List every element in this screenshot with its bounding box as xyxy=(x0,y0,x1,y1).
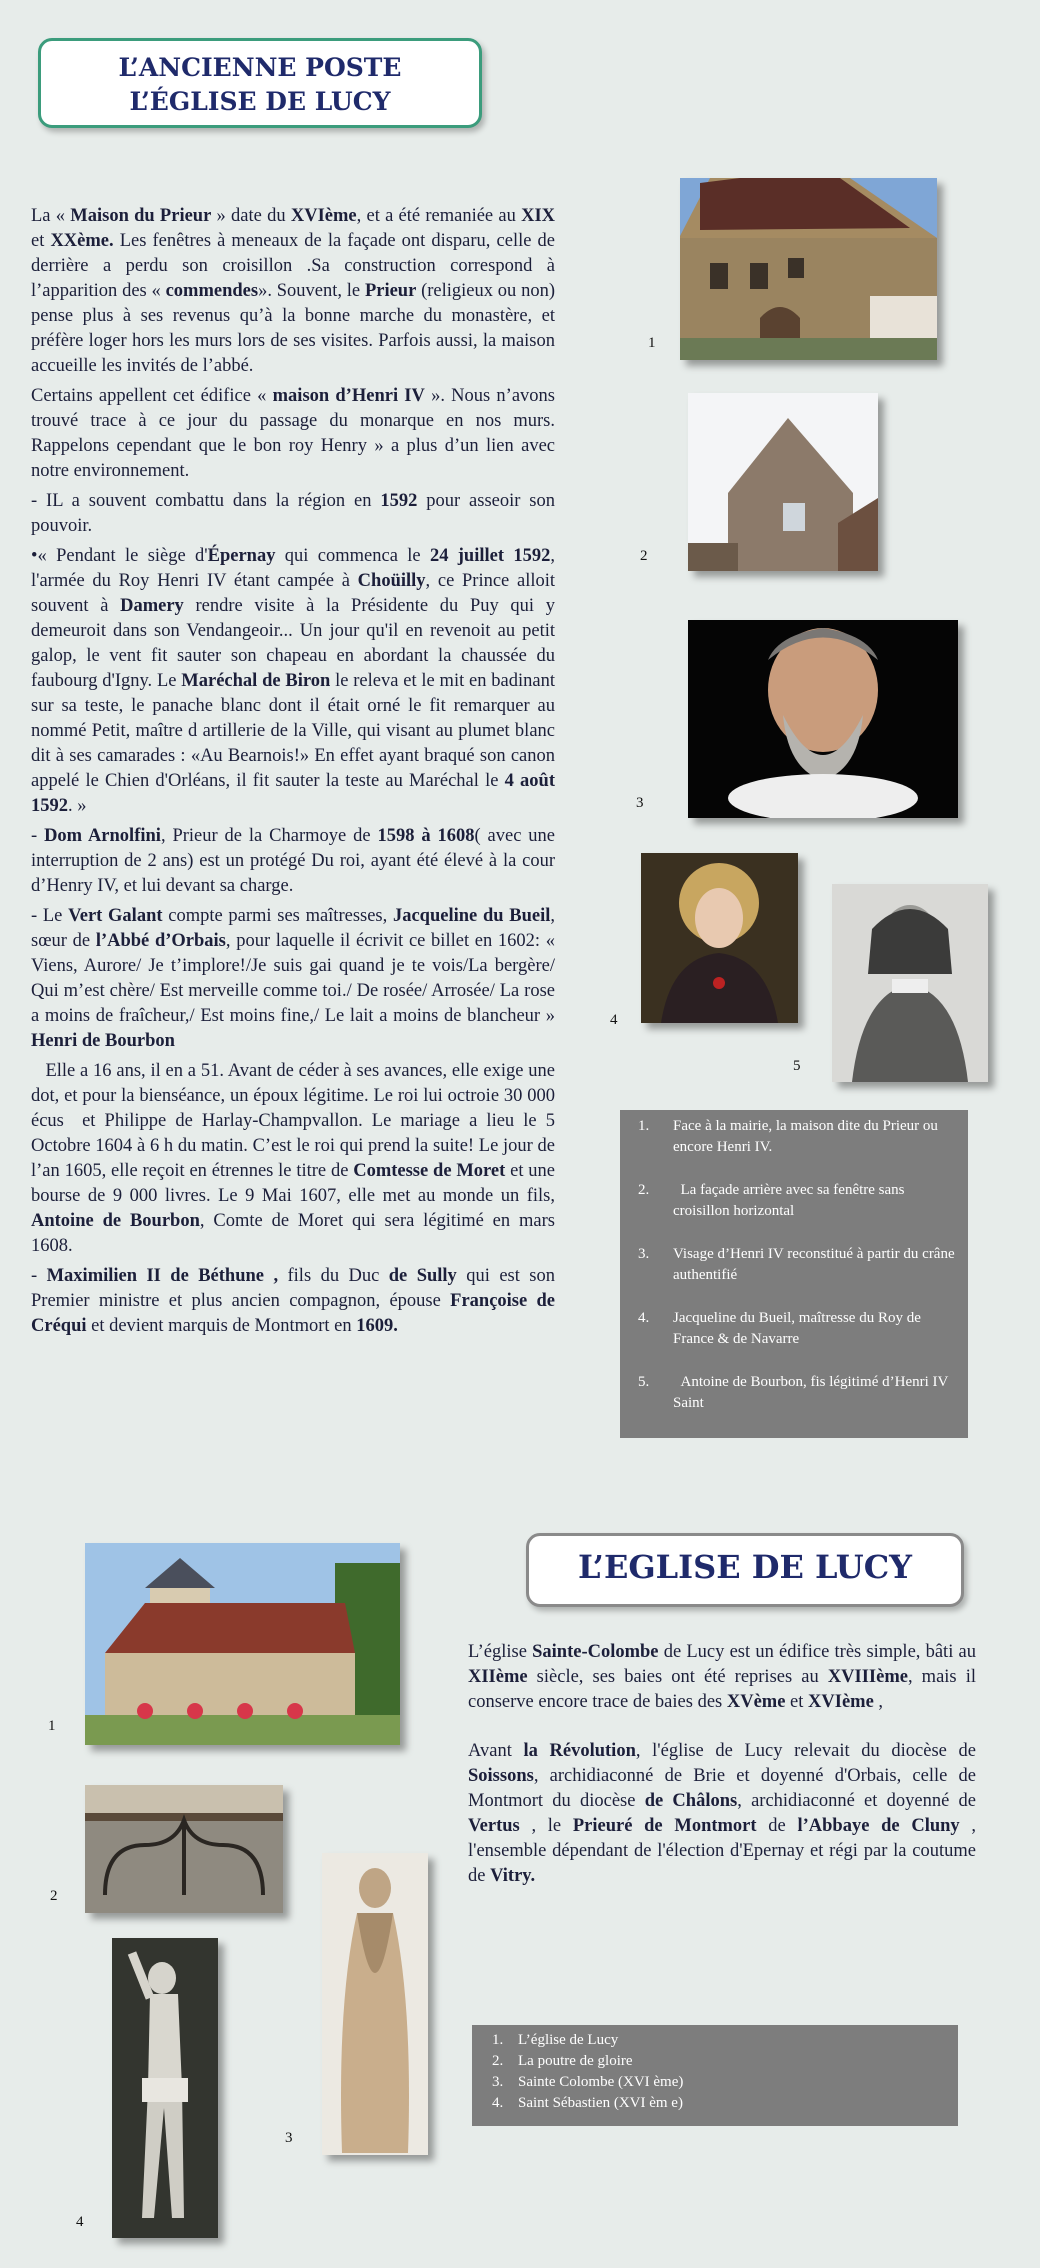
saint-sebastien-statue-photo xyxy=(112,1938,218,2238)
photo-number: 2 xyxy=(50,1888,58,1904)
photo-number: 1 xyxy=(648,335,656,351)
caption-item: 4. Jacqueline du Bueil, maîtresse du Roy de France & de Navarre xyxy=(638,1310,921,1347)
prieur-article xyxy=(31,204,583,1344)
facade-arriere-photo xyxy=(688,393,878,571)
photo-number: 3 xyxy=(636,795,644,811)
title-line-1: L’ANCIENNE POSTE xyxy=(118,53,402,82)
paragraph: L’église Sainte-Colombe de Lucy est un édifice très simple, bâti au XIIème siècle, ses baies ont été reprises au XVIIIème, mais il conserve encore trace de baies des XVème et XVIème , xyxy=(468,1642,976,1712)
eglise-lucy-photo xyxy=(85,1543,400,1745)
title-line-2: L’ÉGLISE DE LUCY xyxy=(129,87,391,116)
paragraph: - Le Vert Galant compte parmi ses maîtresses, Jacqueline du Bueil, sœur de l’Abbé d’Orbais, pour laquelle il écrivit ce billet en 1602: « Viens, Aurore/ Je t’implore!/Je suis gai quand je te vois/La bergère/ Qui m’est chère/ Est merveille comme toi./ De rosée/ Arrosée/ La rose a moins de fraîcheur,/ Est moins fine,/ Le lait a moins de blancheur » Henri de Bourbon xyxy=(31,906,583,1051)
jacqueline-du-bueil-portrait xyxy=(641,853,798,1023)
photo-number: 1 xyxy=(48,1718,56,1734)
caption-item: 3. Visage d’Henri IV reconstitué à partir du crâne authentifié xyxy=(638,1246,955,1283)
paragraph: •« Pendant le siège d'Épernay qui commenca le 24 juillet 1592, l'armée du Roy Henri IV étant campée à Choüilly, ce Prince alloit souvent à Damery rendre visite à la Présidente du Puy qui y demeuroit dans son Vendangeoir... Un jour qu'il en revenoit au petit galop, le vent fit sauter son chapeau en abordant la chaussée du faubourg d'Igny. Le Maréchal de Biron le releva et le mit en badinant sur sa teste, le panache blanc dont il était orné le fit remarquer au nommé Petit, maître d artillerie de la Ville, qui visant au plumet blanc dit à ses camarades : «Au Bearnois!» En effet ayant braqué son canon appelé le Chien d'Orléans, il fit sauter la teste au Maréchal le 4 août 1592. » xyxy=(31,546,556,816)
caption-item: 5. Antoine de Bourbon, fis légitimé d’Henri IV Saint xyxy=(638,1374,952,1411)
photo-number: 4 xyxy=(610,1012,618,1028)
paragraph: - Dom Arnolfini, Prieur de la Charmoye de 1598 à 1608( avec une interruption de 2 ans) est un protégé Du roi, ayant été élevé à la cour d’Henry IV, et lui devant sa charge. xyxy=(31,826,556,896)
paragraph: - Maximilien II de Béthune , fils du Duc de Sully qui est son Premier ministre et plus ancien compagnon, épouse Françoise de Créqui et devient marquis de Montmort en 1609. xyxy=(31,1266,556,1336)
poutre-de-gloire-photo xyxy=(85,1785,283,1913)
caption-item: 1. Face à la mairie, la maison dite du Prieur ou encore Henri IV. xyxy=(638,1118,938,1155)
henri-iv-face-photo xyxy=(688,620,958,818)
photo-number: 2 xyxy=(640,548,648,564)
sainte-colombe-statue-photo xyxy=(322,1853,428,2155)
eglise-article xyxy=(468,1640,976,1913)
paragraph: Elle a 16 ans, il en a 51. Avant de céder à ses avances, elle exige une dot, et pour la bienséance, un époux légitime. Le roi lui octroie 30 000 écus et Philippe de Harlay-Champvallon. Le mariage a lieu le 5 Octobre 1604 à 6 h du matin. C’est le roi qui prend la suite! Le jour de l’an 1605, elle reçoit en étrennes le titre de Comtesse de Moret et une bourse de 9 000 livres. Le 9 Mai 1607, elle met au monde un fils, Antoine de Bourbon, Comte de Moret qui sera légitimé en mars 1608. xyxy=(31,1061,560,1256)
paragraph: - IL a souvent combattu dans la région en 1592 pour asseoir son pouvoir. xyxy=(31,491,555,536)
caption-item: 4. Saint Sébastien (XVI èm e) xyxy=(492,2095,683,2111)
church-caption-list xyxy=(472,2025,958,2126)
photo-number: 3 xyxy=(285,2130,293,2146)
caption-item: 2. La façade arrière avec sa fenêtre sans croisillon horizontal xyxy=(638,1182,909,1219)
photo-number: 5 xyxy=(793,1058,801,1074)
caption-item: 1. L’église de Lucy xyxy=(492,2032,619,2048)
caption-item: 3. Sainte Colombe (XVI ème) xyxy=(492,2074,684,2090)
title-ancienne-poste xyxy=(38,38,482,128)
caption-item: 2. La poutre de gloire xyxy=(492,2053,633,2069)
antoine-de-bourbon-engraving xyxy=(832,884,988,1082)
paragraph: Avant la Révolution, l'église de Lucy relevait du diocèse de Soissons, archidiaconné de Brie et doyenné d'Orbais, celle de Montmort du diocèse de Châlons, archidiaconné et doyenné de Vertus , le Prieuré de Montmort de l’Abbaye de Cluny , l'ensemble dépendant de l'élection d'Epernay et régi par la coutume de Vitry. xyxy=(468,1741,976,1886)
maison-prieur-photo xyxy=(680,178,937,360)
paragraph: La « Maison du Prieur » date du XVIème, et a été remaniée au XIX et XXème. Les fenêtres à meneaux de la façade ont disparu, celle de derrière a perdu son croisillon .Sa construction correspond à l’apparition des « commendes». Souvent, le Prieur (religieux ou non) pense plus à ses revenus qu’à la bonne marche du monastère, et préfère loger hors les murs lors de ses visites. Parfois aussi, la maison accueille les invités de l’abbé. xyxy=(31,206,556,376)
photo-caption-list xyxy=(620,1110,968,1438)
title-eglise-de-lucy: L’EGLISE DE LUCY xyxy=(526,1533,964,1607)
paragraph: Certains appellent cet édifice « maison d’Henri IV ». Nous n’avons trouvé trace à ce jour du passage du monarque en nos murs. Rappelons cependant que le bon roy Henry » a plus d’un lien avec notre environnement. xyxy=(31,386,555,481)
photo-number: 4 xyxy=(76,2214,84,2230)
